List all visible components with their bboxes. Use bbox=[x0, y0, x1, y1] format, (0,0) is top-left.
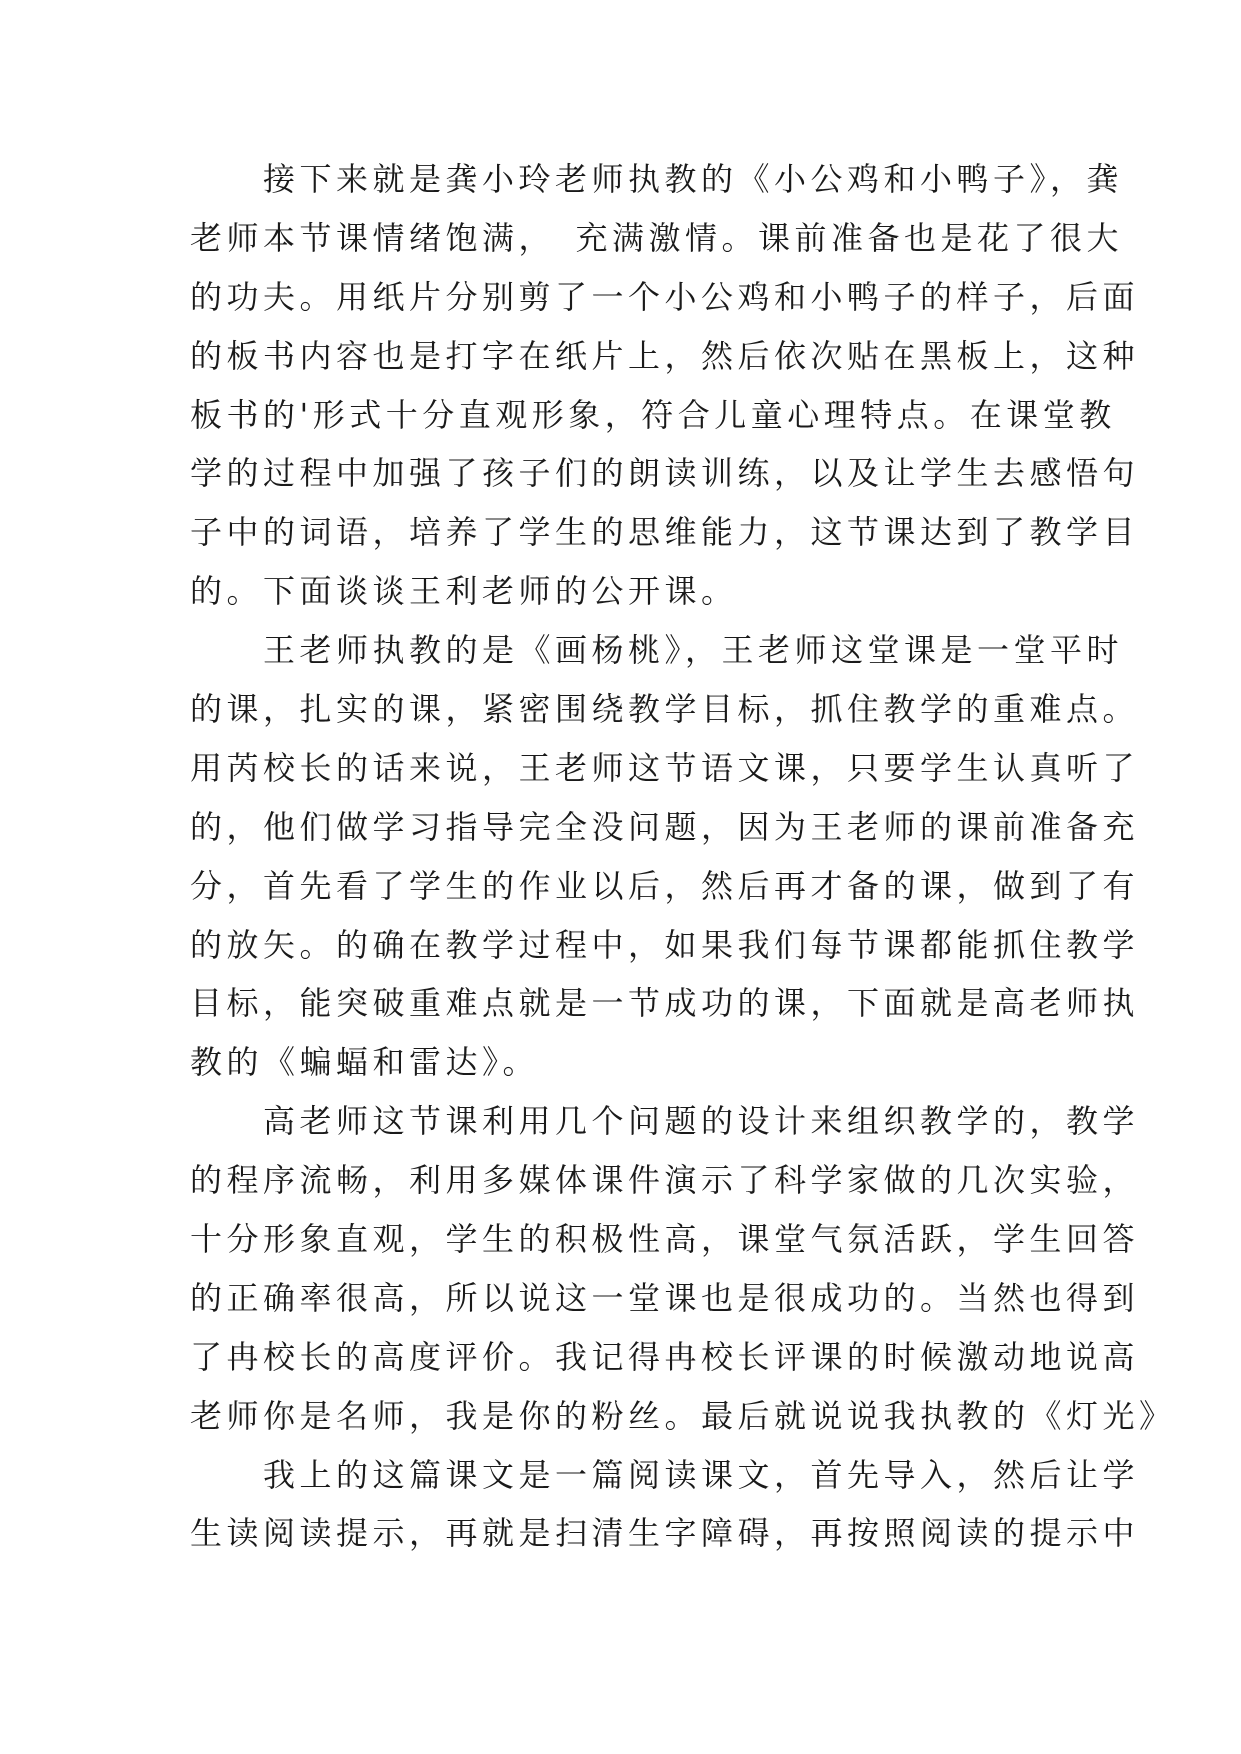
text-line: 高老师这节课利用几个问题的设计来组织教学的，教学 bbox=[190, 1102, 1140, 1141]
text-line: 的，他们做学习指导完全没问题，因为王老师的课前准备充 bbox=[190, 807, 1140, 846]
text-line: 的功夫。用纸片分别剪了一个小公鸡和小鸭子的样子，后面 bbox=[190, 277, 1140, 316]
paragraph-3 bbox=[190, 1092, 1176, 1445]
document-body bbox=[190, 150, 1176, 1563]
paragraph-1 bbox=[190, 150, 1140, 621]
paragraph-2 bbox=[190, 621, 1140, 1092]
text-line: 了冉校长的高度评价。我记得冉校长评课的时候激动地说高 bbox=[190, 1337, 1140, 1376]
text-line: 目标，能突破重难点就是一节成功的课，下面就是高老师执 bbox=[190, 984, 1140, 1023]
paragraph-4 bbox=[190, 1446, 1140, 1564]
text-line: 板书的'形式十分直观形象，符合儿童心理特点。在课堂教 bbox=[190, 395, 1116, 434]
text-line: 的板书内容也是打字在纸片上，然后依次贴在黑板上，这种 bbox=[190, 336, 1140, 375]
text-line: 用芮校长的话来说，王老师这节语文课，只要学生认真听了 bbox=[190, 748, 1140, 787]
text-line: 的正确率很高，所以说这一堂课也是很成功的。当然也得到 bbox=[190, 1278, 1140, 1317]
text-line: 老师你是名师，我是你的粉丝。最后就说说我执教的《灯光》 bbox=[190, 1396, 1176, 1435]
text-line: 的。下面谈谈王利老师的公开课。 bbox=[190, 572, 738, 611]
text-line: 学的过程中加强了孩子们的朗读训练，以及让学生去感悟句 bbox=[190, 454, 1140, 493]
text-line: 教的《蝙蝠和雷达》。 bbox=[190, 1043, 540, 1082]
text-line: 老师本节课情绪饱满， 充满激情。课前准备也是花了很大 bbox=[190, 218, 1124, 257]
text-line: 生读阅读提示，再就是扫清生字障碍，再按照阅读的提示中 bbox=[190, 1514, 1140, 1553]
text-line: 的程序流畅，利用多媒体课件演示了科学家做的几次实验， bbox=[190, 1161, 1140, 1200]
text-line: 十分形象直观，学生的积极性高，课堂气氛活跃，学生回答 bbox=[190, 1220, 1140, 1259]
text-line: 王老师执教的是《画杨桃》，王老师这堂课是一堂平时 bbox=[190, 631, 1124, 670]
text-line: 接下来就是龚小玲老师执教的《小公鸡和小鸭子》，龚 bbox=[190, 160, 1124, 198]
text-line: 子中的词语，培养了学生的思维能力，这节课达到了教学目 bbox=[190, 513, 1140, 552]
text-line: 的课，扎实的课，紧密围绕教学目标，抓住教学的重难点。 bbox=[190, 690, 1140, 729]
text-line: 分，首先看了学生的作业以后，然后再才备的课，做到了有 bbox=[190, 866, 1140, 905]
text-line: 我上的这篇课文是一篇阅读课文，首先导入，然后让学 bbox=[190, 1455, 1140, 1494]
text-line: 的放矢。的确在教学过程中，如果我们每节课都能抓住教学 bbox=[190, 925, 1140, 964]
